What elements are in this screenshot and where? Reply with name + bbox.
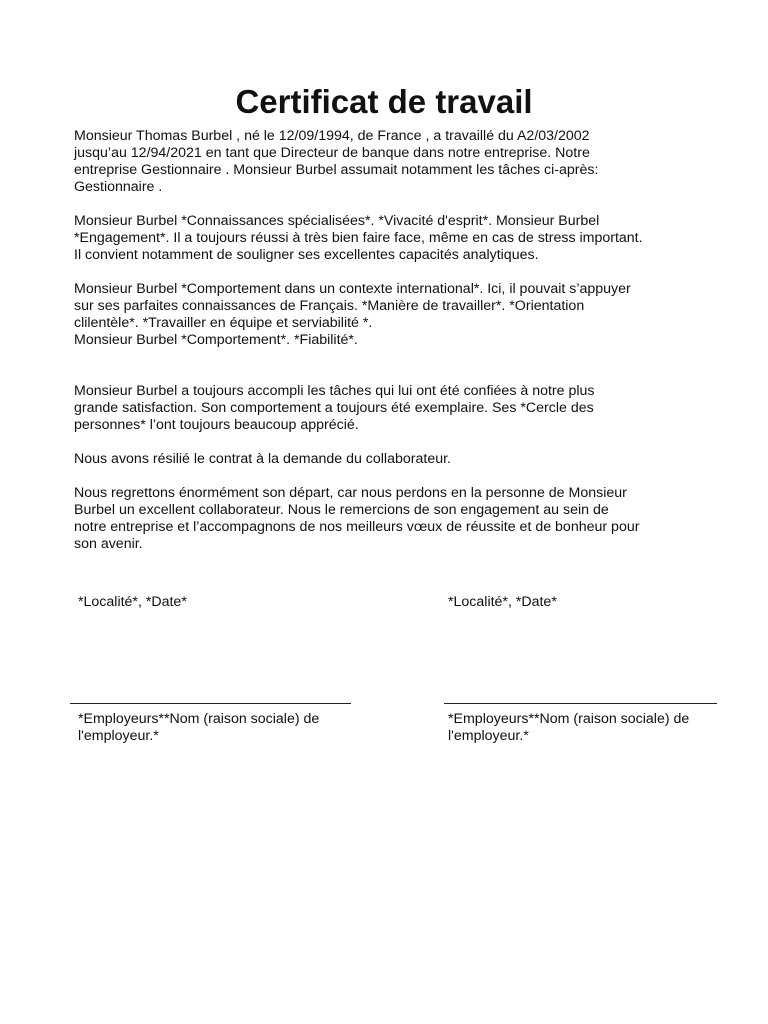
signature-right-employer-text: *Employeurs**Nom (raison sociale) de l'employeur.* <box>448 711 690 744</box>
document-body <box>74 128 714 553</box>
signature-line-right <box>444 703 717 704</box>
signature-right-place-date <box>444 594 724 611</box>
signature-line-left <box>70 703 351 704</box>
paragraph-identity: Monsieur Thomas Burbel , né le 12/09/1994, de France , a travaillé du A2/03/2002 jusqu’au 12/94/2021 en tant que Directeur de banque dans notre entreprise. Notre entreprise Gestionnaire . Monsieur Burbel assumait notamment les tâches ci-après: Gestionnaire . <box>74 128 599 195</box>
signature-left-place-date <box>74 594 354 611</box>
signature-left-employer-text: *Employeurs**Nom (raison sociale) de l'employeur.* <box>78 711 320 744</box>
paragraph-termination: Nous avons résilié le contrat à la demande du collaborateur. <box>74 451 451 467</box>
paragraph-behavior: Monsieur Burbel *Comportement dans un contexte international*. Ici, il pouvait s’appuyer sur ses parfaites connaissances de Français. *Manière de travailler*. *Orientation clilentèle*. *Travailler en équipe et serviabilité *. Monsieur Burbel *Comportement*. *Fiabilité*. <box>74 281 631 348</box>
document-title: Certificat de travail <box>235 83 533 120</box>
signature-right-employer <box>444 711 724 745</box>
paragraph-skills: Monsieur Burbel *Connaissances spécialisées*. *Vivacité d'esprit*. Monsieur Burbel *Engagement*. Il a toujours réussi à très bien faire face, même en cas de stress important. Il convient notamment de souligner ses excellentes capacités analytiques. <box>74 213 643 263</box>
paragraph-satisfaction: Monsieur Burbel a toujours accompli les tâches qui lui ont été confiées à notre plus grande satisfaction. Son comportement a toujours été exemplaire. Ses *Cercle des personnes* l’ont toujours beaucoup apprécié. <box>74 383 595 433</box>
signature-left-employer <box>74 711 354 745</box>
signature-left-place-date-text: *Localité*, *Date* <box>78 594 187 610</box>
paragraph-farewell: Nous regrettons énormément son départ, car nous perdons en la personne de Monsieur Burbel un excellent collaborateur. Nous le remercions de son engagement au sein de notre entreprise et l’accompagnons de nos meilleurs vœux de réussite et de bonheur pour son avenir. <box>74 485 640 552</box>
signature-right-place-date-text: *Localité*, *Date* <box>448 594 557 610</box>
